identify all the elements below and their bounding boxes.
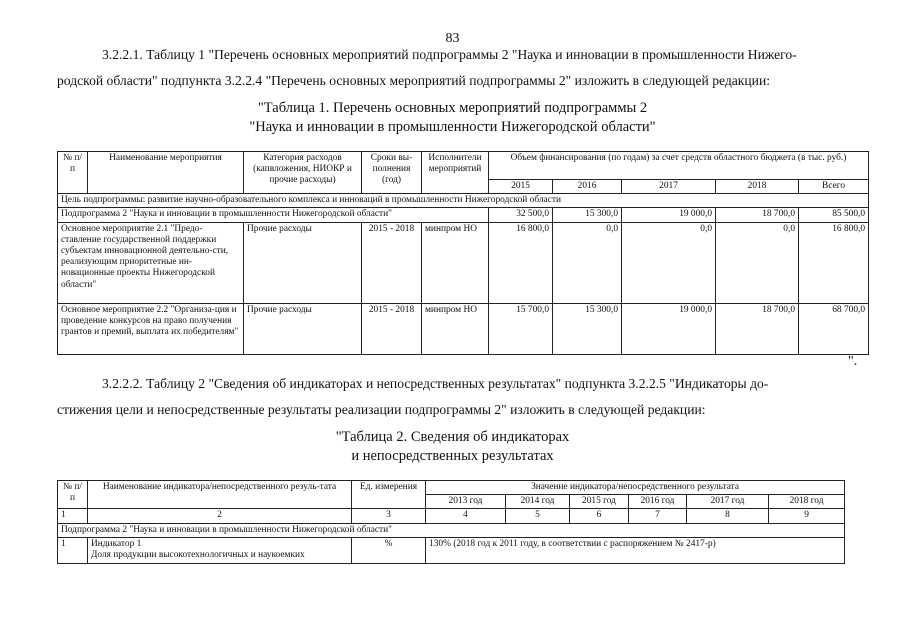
table2-subprogram-row	[58, 523, 845, 537]
table2-year-2013: 2013 год	[426, 495, 506, 509]
table1-subprogram-2016: 15 300,0	[553, 208, 622, 222]
table1-header-name: Наименование мероприятия	[88, 152, 244, 194]
table1-row1-executor: минпром НО	[422, 222, 489, 303]
table1-row2-2017: 19 000,0	[622, 303, 716, 354]
table1-header-term: Сроки вы-полнения (год)	[362, 152, 422, 194]
table1-row2-2018: 18 700,0	[716, 303, 799, 354]
table1-row2-term: 2015 - 2018	[362, 303, 422, 354]
table2-row1-num: 1	[58, 537, 88, 563]
table1-header-row	[58, 152, 869, 180]
table2-caption-line2: и непосредственных результатах	[351, 448, 554, 464]
table2-col-number-row	[58, 509, 845, 523]
table1-row1-category: Прочие расходы	[244, 222, 362, 303]
table2-year-2018: 2018 год	[769, 495, 845, 509]
table1-goal-row	[58, 194, 869, 208]
table2-col-number-7: 7	[629, 509, 687, 523]
table1-row	[58, 222, 869, 303]
table2-col-number-2: 2	[88, 509, 352, 523]
table1-row1-total: 16 800,0	[799, 222, 869, 303]
table2-header-value: Значение индикатора/непосредственного результата	[426, 481, 845, 495]
table2-header-unit: Ед. измерения	[352, 481, 426, 509]
table2-row1-unit: %	[352, 537, 426, 563]
table1-row2-total: 68 700,0	[799, 303, 869, 354]
table1-header-category: Категория расходов (капвложения, НИОКР и прочие расходы)	[244, 152, 362, 194]
table1-header-executors: Исполнители мероприятий	[422, 152, 489, 194]
section-3-2-2-2-paragraph	[57, 371, 857, 423]
table2-caption	[0, 428, 905, 466]
table2-row	[58, 537, 845, 563]
table2-col-number-4: 4	[426, 509, 506, 523]
table1-row1-name: Основное мероприятие 2.1 "Предо-ставление государственной поддержки субъектам инновационной деятельно-сти, реализующим приоритетные ин-новационные проекты Нижегородской области"	[58, 222, 244, 303]
table2-row1-value: 130% (2018 год к 2011 году, в соответствии с распоряжением № 2417-р)	[426, 537, 845, 563]
table2-subprogram-cell: Подпрограмма 2 "Наука и инновации в промышленности Нижегородской области"	[58, 523, 845, 537]
table1-row	[58, 303, 869, 354]
table1-goal-cell: Цель подпрограммы: развитие научно-образовательного комплекса и инноваций в промышленности Нижегородской области	[58, 194, 869, 208]
table1-subprogram-label: Подпрограмма 2 "Наука и инновации в промышленности Нижегородской области"	[58, 208, 489, 222]
table1-year-2016: 2016	[553, 180, 622, 194]
table1-subprogram-2018: 18 700,0	[716, 208, 799, 222]
table2-row1-name-line1: Индикатор 1	[91, 538, 142, 549]
table2-col-number-9: 9	[769, 509, 845, 523]
page-number: 83	[445, 31, 460, 46]
section-3-2-2-1-line2: родской области" подпункта 3.2.2.4 "Перечень основных мероприятий подпрограммы 2" изложить в следующей редакции:	[57, 73, 771, 88]
section-3-2-2-2-line1: 3.2.2.2. Таблицу 2 "Сведения об индикаторах и непосредственных результатах" подпункта 3.2.2.5 "Индикаторы до-	[102, 376, 769, 391]
table2-year-2017: 2017 год	[687, 495, 769, 509]
table2-col-number-1: 1	[58, 509, 88, 523]
table2-header-num: № п/п	[58, 481, 88, 509]
table1-closing-quote: ".	[848, 354, 858, 369]
table1-header-financing: Объем финансирования (по годам) за счет средств областного бюджета (в тыс. руб.)	[489, 152, 869, 180]
table2-col-number-6: 6	[570, 509, 629, 523]
table1-row1-2018: 0,0	[716, 222, 799, 303]
table1-subprogram-2015: 32 500,0	[489, 208, 553, 222]
table1-row2-2016: 15 300,0	[553, 303, 622, 354]
table1-row1-2016: 0,0	[553, 222, 622, 303]
section-3-2-2-2-line2: стижения цели и непосредственные результаты реализации подпрограммы 2" изложить в следующей редакции:	[57, 402, 706, 417]
table2-col-number-5: 5	[506, 509, 570, 523]
table1-row2-category: Прочие расходы	[244, 303, 362, 354]
table2-year-2014: 2014 год	[506, 495, 570, 509]
table2-year-2015: 2015 год	[570, 495, 629, 509]
table2	[57, 480, 845, 564]
table1-row2-executor: минпром НО	[422, 303, 489, 354]
section-3-2-2-1-line1: 3.2.2.1. Таблицу 1 "Перечень основных мероприятий подпрограммы 2 "Наука и инновации в промышленности Нижего-	[102, 47, 797, 62]
table1-row1-2015: 16 800,0	[489, 222, 553, 303]
table1-row1-term: 2015 - 2018	[362, 222, 422, 303]
table2-year-2016: 2016 год	[629, 495, 687, 509]
table1-subprogram-2017: 19 000,0	[622, 208, 716, 222]
table2-row1-name-line2: Доля продукции высокотехнологичных и наукоемких	[91, 550, 305, 561]
table1-subprogram-total: 85 500,0	[799, 208, 869, 222]
table1-year-2018: 2018	[716, 180, 799, 194]
table1-header-num: № п/п	[58, 152, 88, 194]
table2-col-number-3: 3	[352, 509, 426, 523]
table1-year-2015: 2015	[489, 180, 553, 194]
table1-caption-line2: "Наука и инновации в промышленности Нижегородской области"	[249, 119, 656, 135]
section-3-2-2-1-paragraph	[57, 42, 857, 94]
table1-row2-2015: 15 700,0	[489, 303, 553, 354]
table2-header-name: Наименование индикатора/непосредственного резуль-тата	[88, 481, 352, 509]
table1-subprogram-row	[58, 208, 869, 222]
table2-col-number-8: 8	[687, 509, 769, 523]
table1	[57, 151, 869, 355]
table1-caption	[0, 99, 905, 137]
table2-row1-name	[88, 537, 352, 563]
table2-header-row	[58, 481, 845, 495]
table1-row1-2017: 0,0	[622, 222, 716, 303]
table1-year-2017: 2017	[622, 180, 716, 194]
table1-row2-name: Основное мероприятие 2.2 "Организа-ция и проведение конкурсов на право получения грантов и премий, выплата их победителям"	[58, 303, 244, 354]
table2-caption-line1: "Таблица 2. Сведения об индикаторах	[335, 429, 570, 445]
table1-year-total: Всего	[799, 180, 869, 194]
table1-caption-line1: "Таблица 1. Перечень основных мероприятий подпрограммы 2	[257, 100, 648, 116]
